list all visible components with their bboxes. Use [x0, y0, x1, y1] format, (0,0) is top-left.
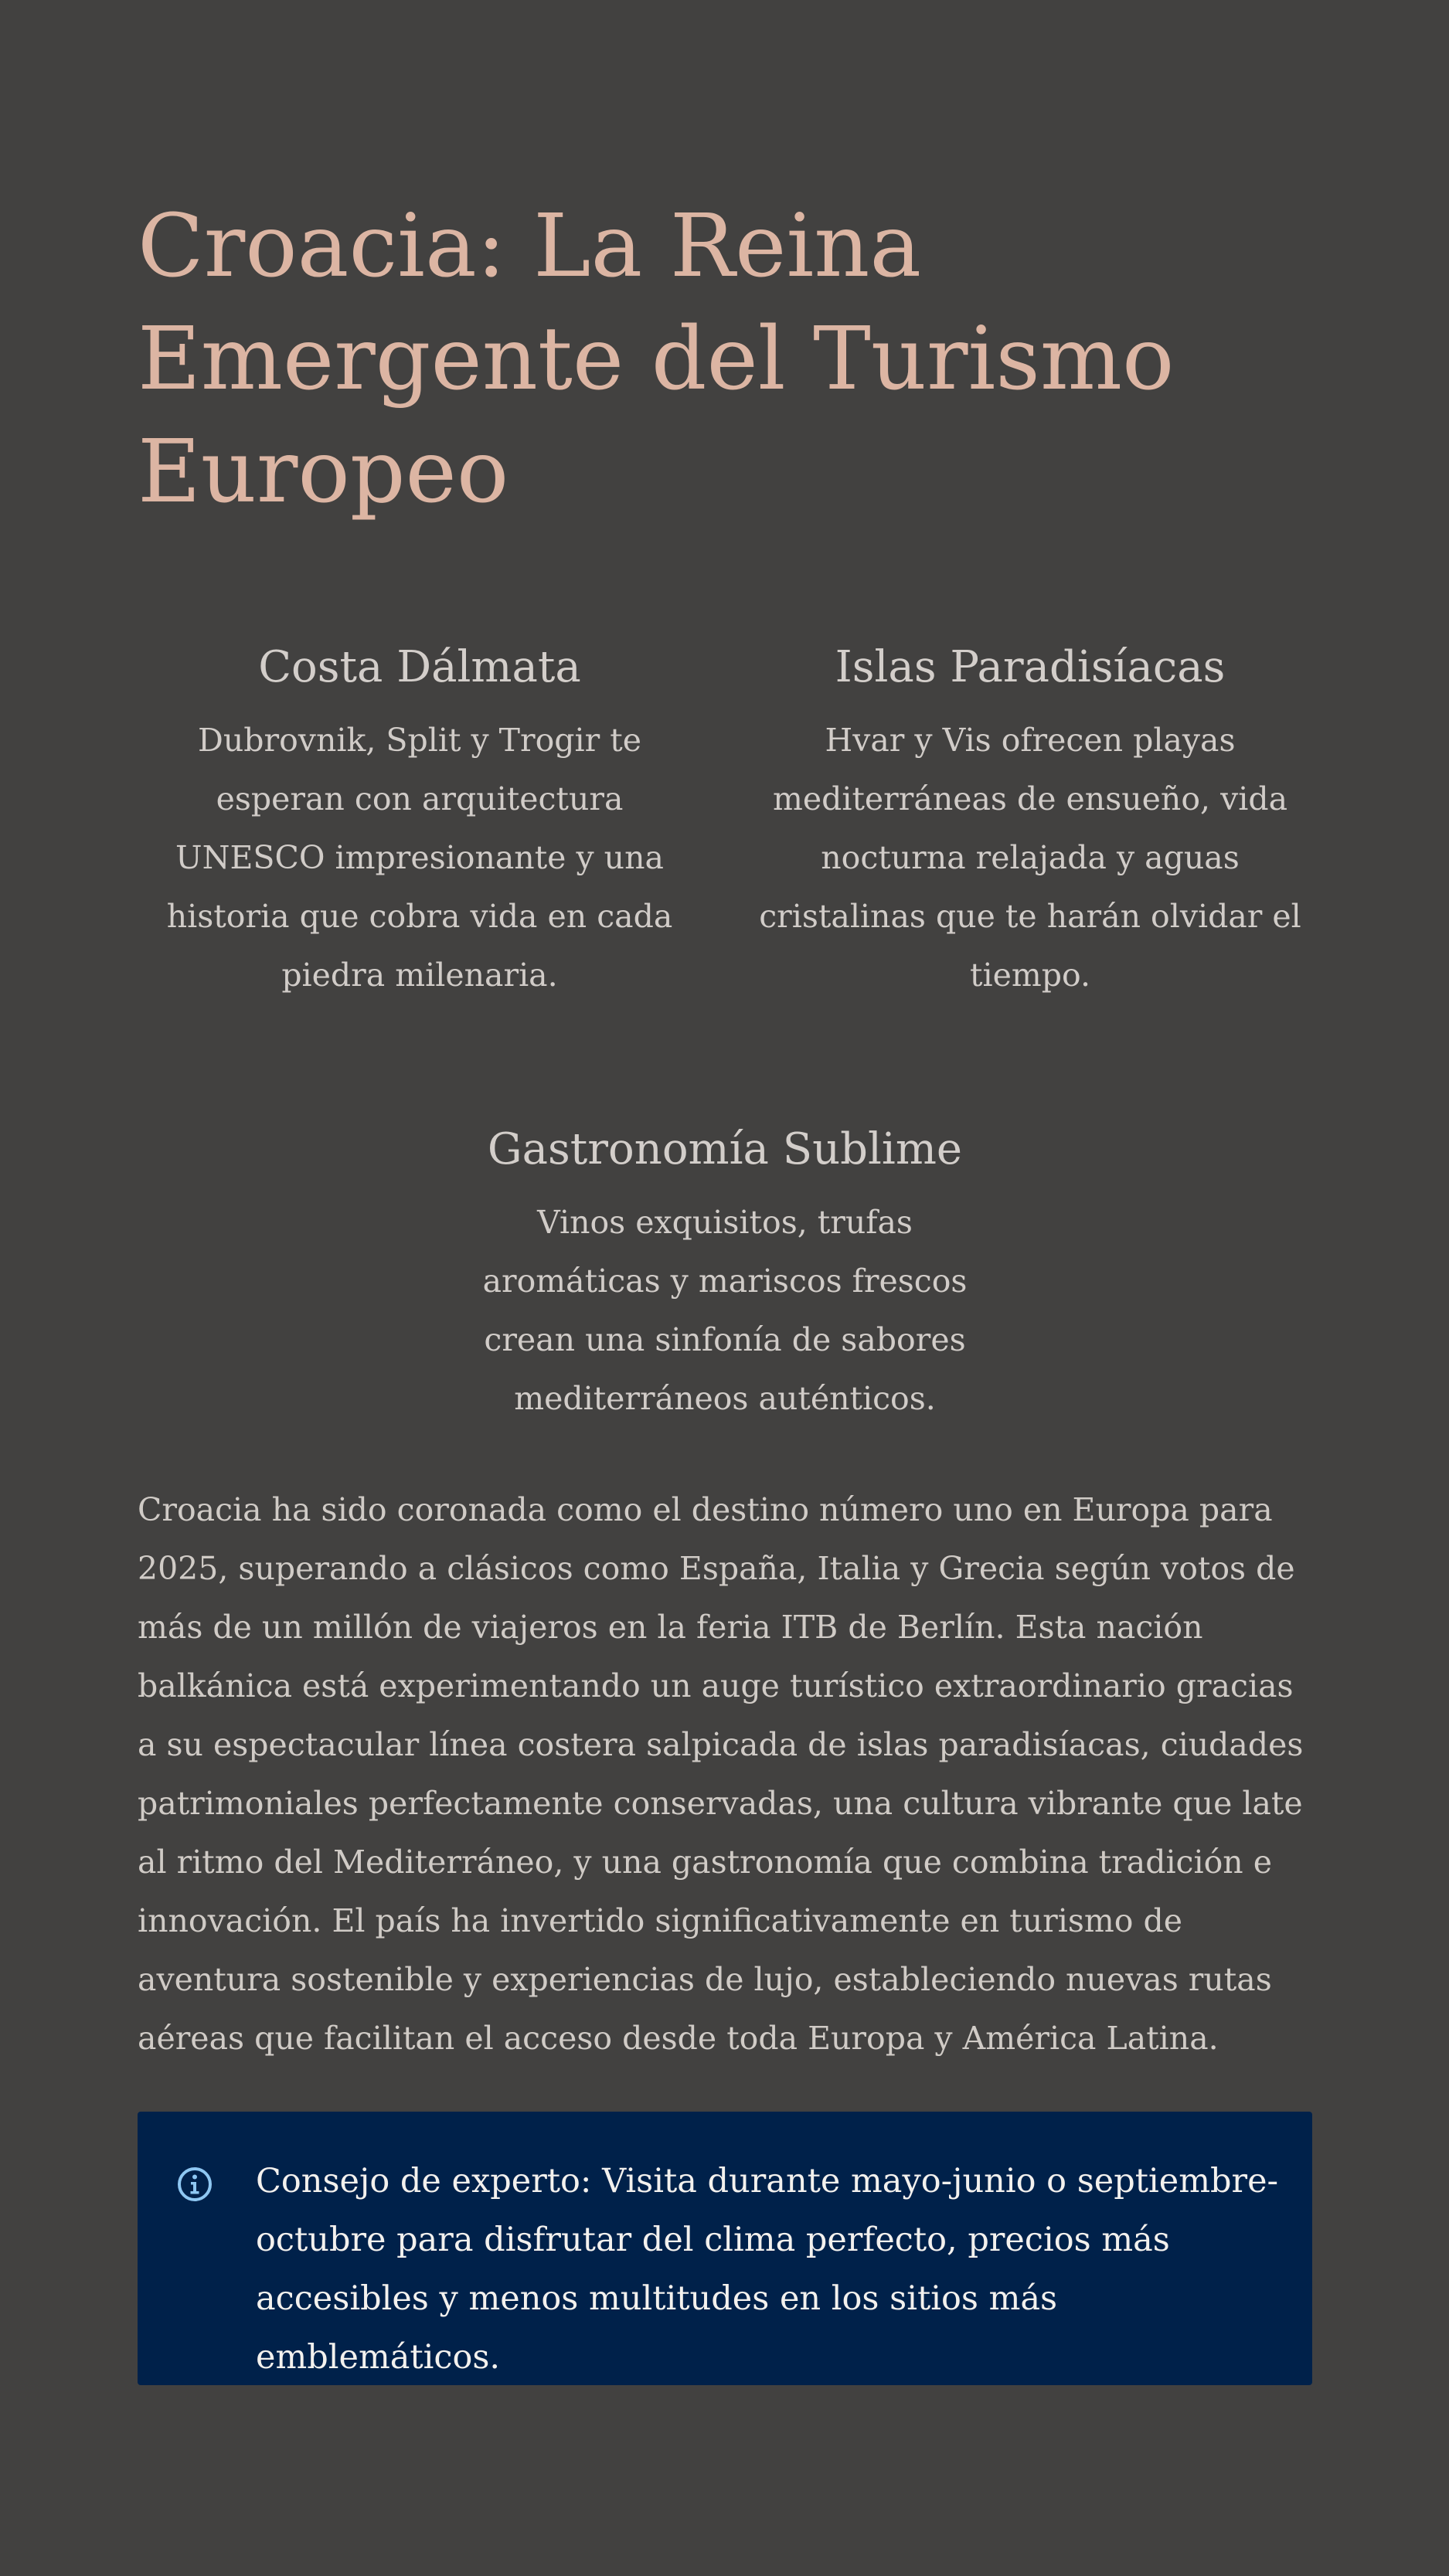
feature-text: Dubrovnik, Split y Trogir te esperan con arquitectura UNESCO impresionante y una historia que cobra vida en cada piedra milenaria.: [166, 722, 673, 994]
info-icon: [176, 2166, 213, 2203]
feature-gastronomia-sublime: [468, 1120, 982, 1428]
feature-heading: Costa Dálmata: [258, 642, 581, 692]
tip-text: Consejo de experto: Visita durante mayo-junio o septiembre-octubre para disfrutar del clima perfecto, precios más accesibles y menos multitudes en los sitios más emblemáticos.: [256, 2162, 1279, 2377]
feature-heading: Gastronomía Sublime: [487, 1124, 963, 1174]
page-title: Croacia: La Reina Emergente del Turismo Europeo: [138, 196, 1175, 522]
expert-tip-box: [138, 2112, 1312, 2385]
feature-text: Vinos exquisitos, trufas aromáticas y mariscos frescos crean una sinfonía de sabores mediterráneos auténticos.: [482, 1204, 968, 1417]
feature-islas-paradisiacas: [748, 638, 1312, 1004]
feature-text: Hvar y Vis ofrecen playas mediterráneas de ensueño, vida nocturna relajada y aguas cristalinas que te harán olvidar el tiempo.: [759, 722, 1301, 994]
feature-heading: Islas Paradisíacas: [835, 642, 1226, 692]
feature-costa-dalmata: [138, 638, 702, 1004]
body-paragraph: Croacia ha sido coronada como el destino número uno en Europa para 2025, superando a clásicos como España, Italia y Grecia según votos de más de un millón de viajeros en la feria ITB de Berlín. Esta nación balkánica está experimentando un auge turístico extraordinario gracias a su espectacular línea costera salpicada de islas paradisíacas, ciudades patrimoniales perfectamente conservadas, una cultura vibrante que late al ritmo del Mediterráneo, y una gastronomía que combina tradición e innovación. El país ha invertido significativamente en turismo de aventura sostenible y experiencias de lujo, estableciendo nuevas rutas aéreas que facilitan el acceso desde toda Europa y América Latina.: [138, 1491, 1304, 2057]
